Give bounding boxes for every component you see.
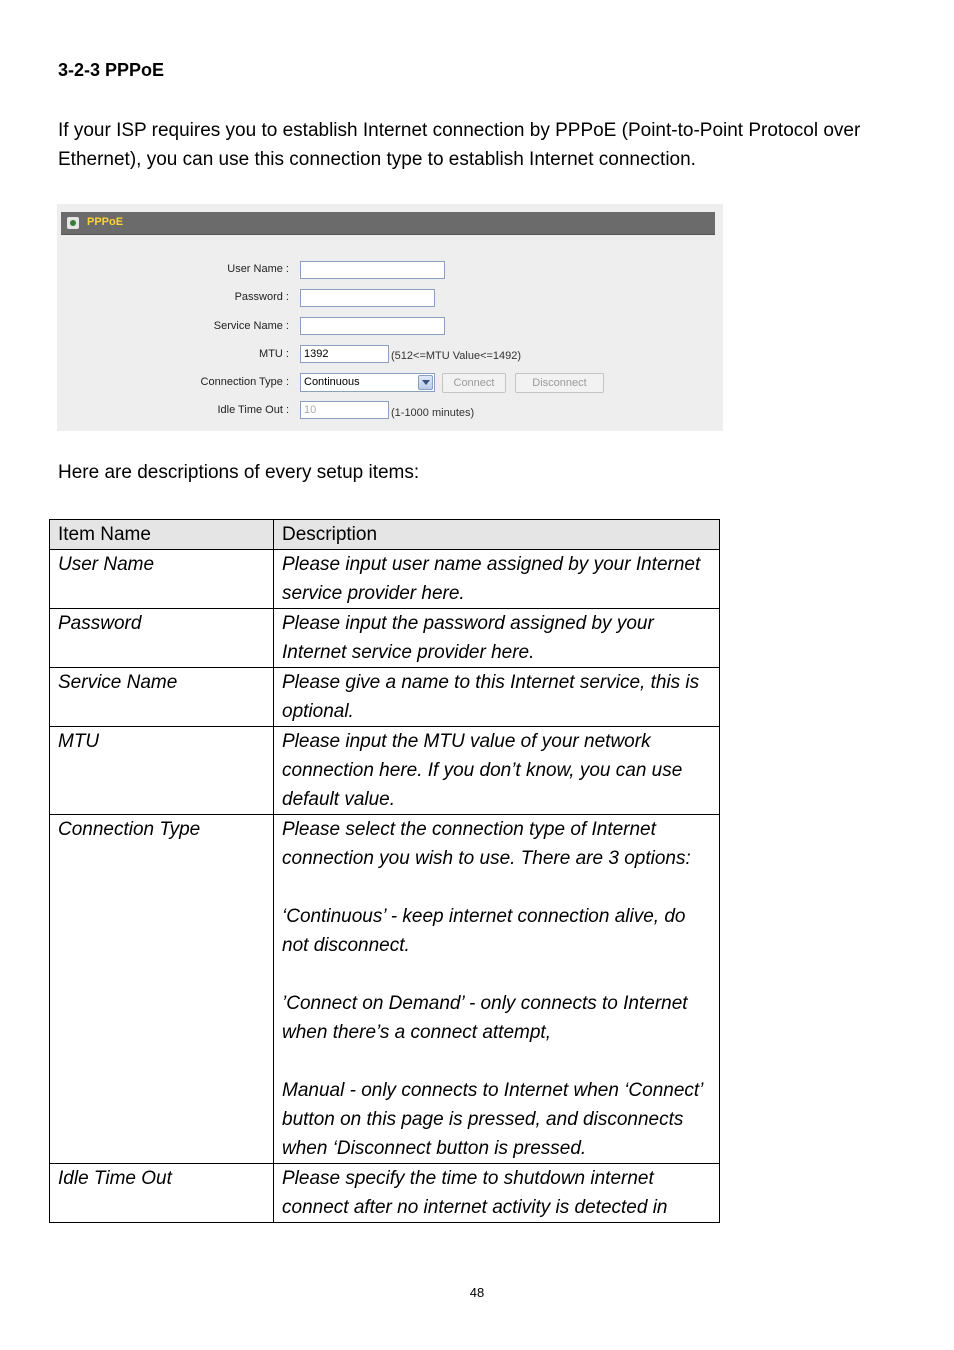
intro-paragraph: If your ISP requires you to establish Internet connection by PPPoE (Point-to-Point Protocol over Ethernet), you can use this connection type to establish Internet connection. [58,120,861,170]
connection-type-select[interactable] [300,373,435,392]
service-name-label: Service Name : [213,320,289,332]
panel-title: PPPoE [87,216,124,228]
description-text: Please give a name to this Internet service, this is optional. [282,672,700,722]
description-text: Please specify the time to shutdown internet connect after no internet activity is detected in [282,1168,668,1218]
table-row [50,609,720,668]
item-description [274,815,720,1164]
item-name: Service Name [50,668,274,727]
header-item-name: Item Name [50,520,274,550]
description-text: ’Connect on Demand’ - only connects to Internet when there’s a connect attempt, [282,993,688,1043]
service-name-input[interactable] [300,317,445,335]
item-name: MTU [50,727,274,815]
panel-header [61,212,715,235]
mtu-input[interactable] [300,345,389,363]
description-text: Please select the connection type of Internet connection you wish to use. There are 3 options: [282,819,691,869]
descriptions-lead: Here are descriptions of every setup items: [58,462,420,483]
description-text: ‘Continuous’ - keep internet connection alive, do not disconnect. [282,906,686,956]
table-row [50,727,720,815]
item-name: Connection Type [50,815,274,1164]
item-description [274,668,720,727]
item-name: Idle Time Out [50,1164,274,1223]
description-text: Please input the MTU value of your network connection here. If you don’t know, you can use default value. [282,731,683,810]
page-number: 48 [469,1285,485,1300]
item-name: User Name [50,550,274,609]
table-row [50,1164,720,1223]
connection-type-label: Connection Type : [200,376,289,388]
user-name-input[interactable] [300,261,445,279]
idle-hint: (1-1000 minutes) [391,407,475,419]
table-row [50,668,720,727]
connect-button[interactable]: Connect [442,373,506,393]
connection-type-value: Continuous [304,376,360,388]
description-text: Please input the password assigned by your Internet service provider here. [282,613,654,663]
pppoe-settings-screenshot [57,204,723,431]
bullet-icon [67,217,79,229]
mtu-hint: (512<=MTU Value<=1492) [391,350,522,362]
idle-time-out-label: Idle Time Out : [217,404,289,416]
user-name-label: User Name : [227,263,289,275]
mtu-label: MTU : [259,348,289,360]
table-header-row [50,520,720,550]
description-text: Manual - only connects to Internet when ‘Connect’ button on this page is pressed, and disconnects when ‘Disconnect button is pressed. [282,1080,703,1159]
item-description [274,550,720,609]
password-label: Password : [234,291,289,303]
disconnect-button[interactable]: Disconnect [515,373,604,393]
item-description [274,609,720,668]
header-description: Description [274,520,720,550]
section-title: 3-2-3 PPPoE [58,60,165,80]
setup-items-table [49,519,720,1223]
table-row [50,815,720,1164]
idle-time-out-input[interactable] [300,401,389,419]
chevron-down-icon[interactable] [418,375,433,390]
item-name: Password [50,609,274,668]
item-description [274,1164,720,1223]
password-input[interactable] [300,289,435,307]
description-text: Please input user name assigned by your Internet service provider here. [282,554,701,604]
item-description [274,727,720,815]
table-row [50,550,720,609]
